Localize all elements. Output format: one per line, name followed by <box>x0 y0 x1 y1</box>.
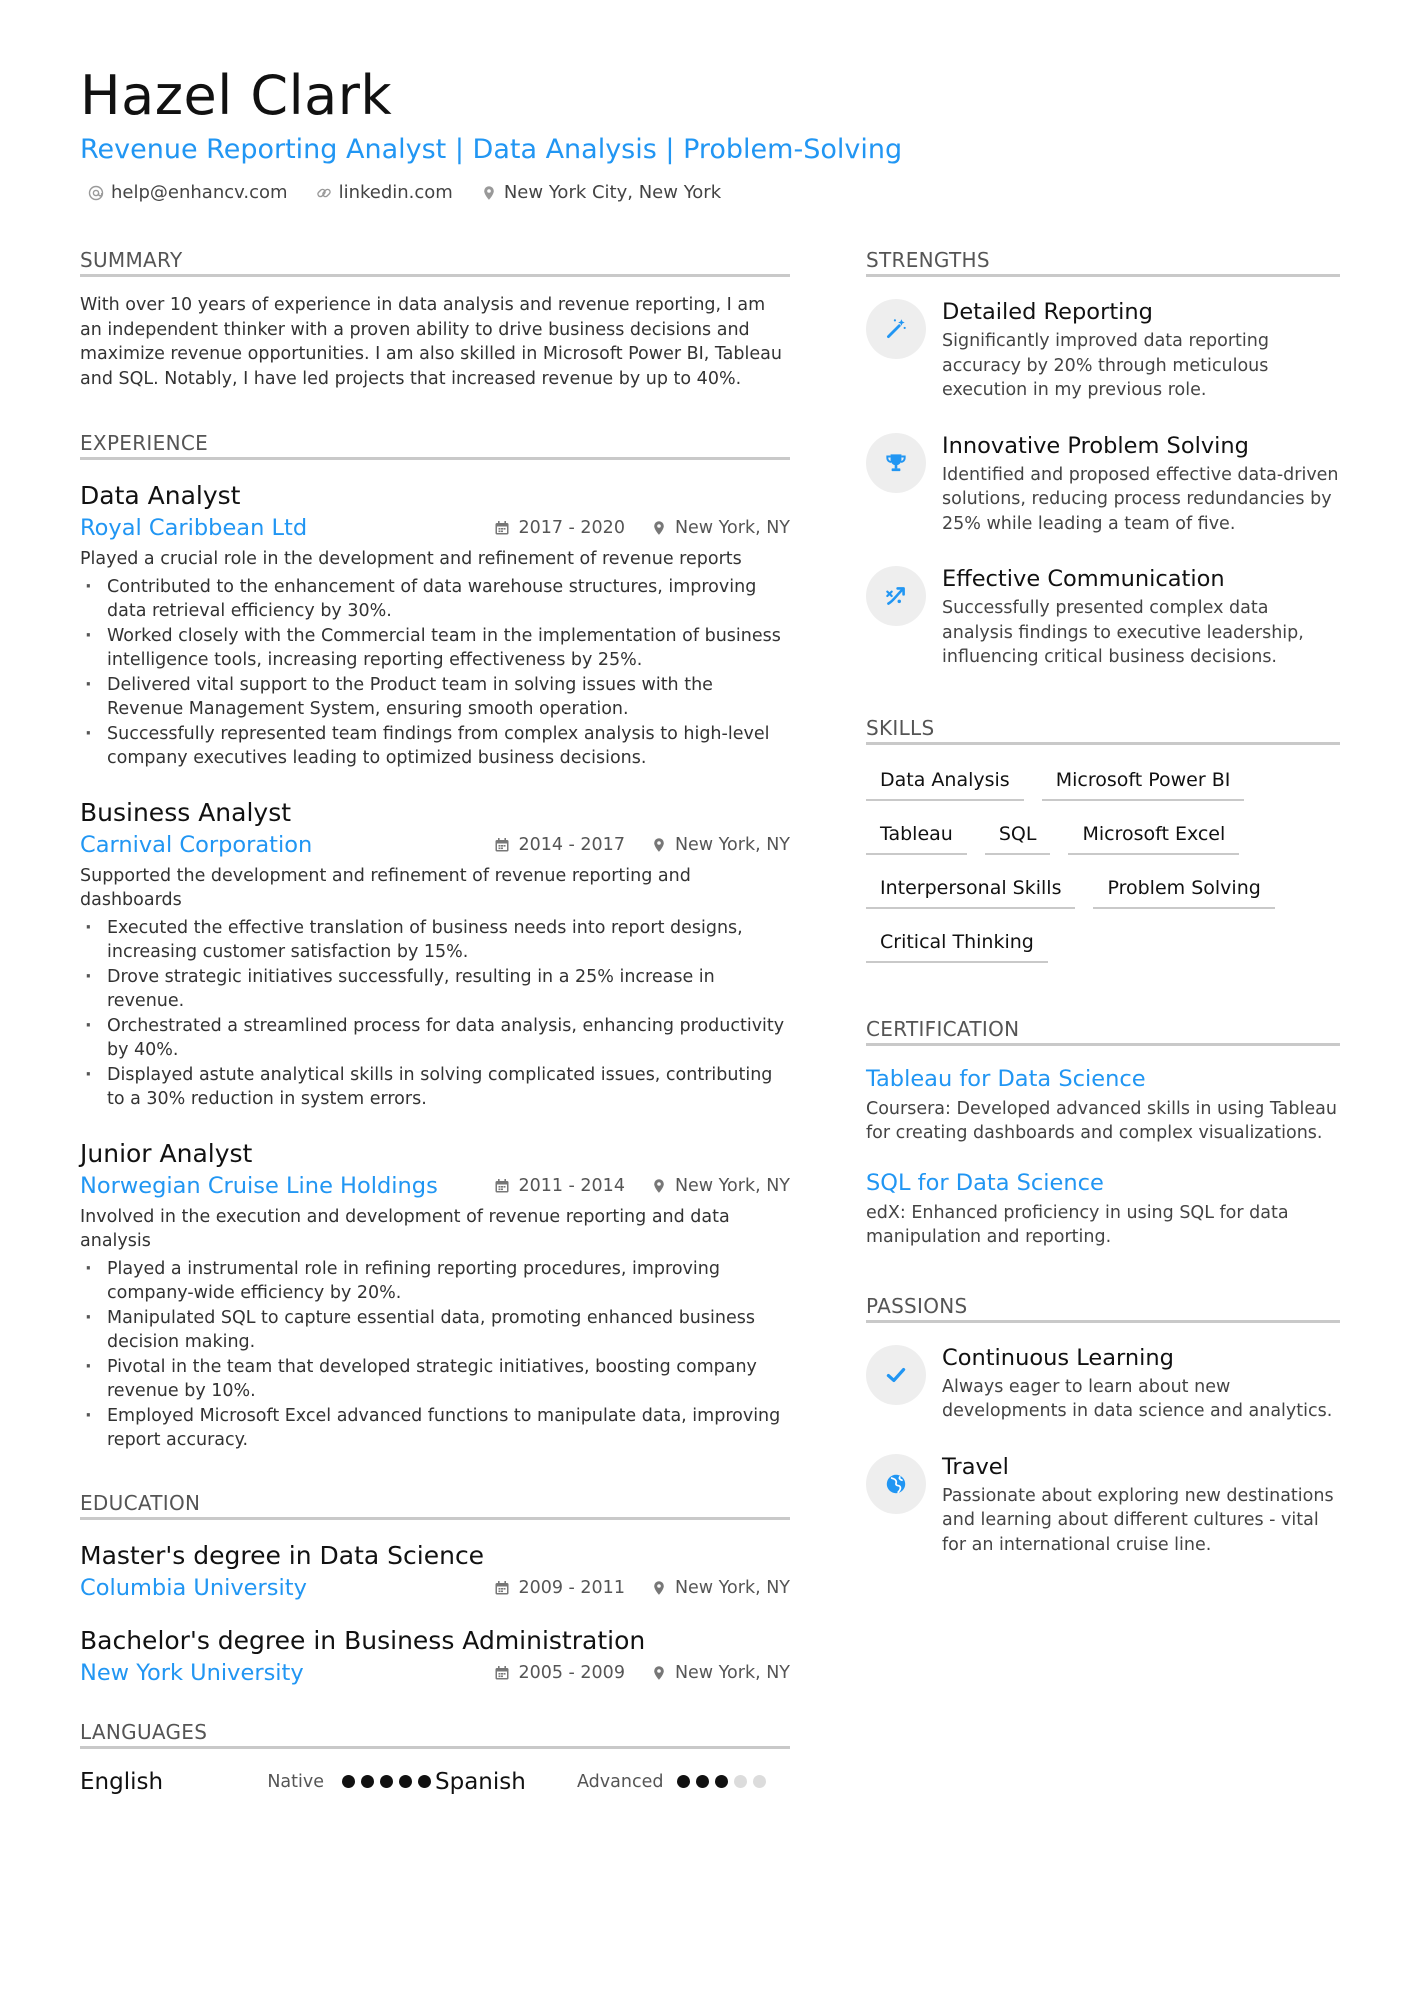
language-level: Native <box>267 1771 324 1792</box>
calendar-icon <box>494 1580 510 1596</box>
job-bullets <box>80 575 790 771</box>
strength-title: Detailed Reporting <box>942 299 1153 325</box>
language-name: Spanish <box>435 1768 526 1795</box>
education-heading: EDUCATION <box>80 1489 790 1520</box>
skill-tag: SQL <box>985 823 1051 855</box>
skill-tag: Microsoft Power BI <box>1042 769 1245 801</box>
language-rating <box>342 1775 431 1788</box>
bullet-item: · Drove strategic initiatives successfully, resulting in a 25% increase in revenue. <box>80 965 790 1014</box>
rating-dot-filled <box>418 1775 431 1788</box>
job-title: Business Analyst <box>80 797 292 827</box>
rating-dot-empty <box>753 1775 766 1788</box>
passions-section <box>866 1292 1340 1558</box>
languages-section <box>80 1718 790 1795</box>
certification-item <box>866 1168 1340 1250</box>
strength-item <box>866 431 1340 537</box>
link-icon <box>316 185 332 201</box>
passion-title: Continuous Learning <box>942 1344 1174 1371</box>
globe-icon <box>883 1471 909 1497</box>
right-column <box>866 246 1340 1595</box>
education-item <box>80 1625 790 1688</box>
bullet-item: · Worked closely with the Commercial team in the implementation of business intelligence tools, increasing reporting effectiveness by 25%. <box>80 624 790 673</box>
language-item <box>435 1769 790 1795</box>
at-icon <box>88 185 104 201</box>
passions-heading: PASSIONS <box>866 1292 1340 1323</box>
job-dates: 2014 - 2017 <box>518 834 625 855</box>
passion-item <box>866 1343 1340 1424</box>
experience-item <box>80 480 790 771</box>
skill-tag: Data Analysis <box>866 769 1024 801</box>
certification-title: Tableau for Data Science <box>866 1065 1146 1092</box>
rating-dot-filled <box>342 1775 355 1788</box>
language-level: Advanced <box>577 1771 664 1792</box>
location-pin-icon <box>651 520 667 536</box>
location-pin-icon <box>481 185 497 201</box>
job-location: New York, NY <box>674 834 790 855</box>
contact-list <box>80 182 1340 203</box>
contact-linkedin[interactable] <box>316 182 453 203</box>
summary-heading: SUMMARY <box>80 246 790 277</box>
passion-description: Always eager to learn about new developments in data science and analytics. <box>942 1376 1333 1421</box>
job-location: New York, NY <box>674 518 790 538</box>
passion-description: Passionate about exploring new destinations and learning about different cultures - vital for an international cruise line. <box>942 1485 1334 1555</box>
skill-tag: Critical Thinking <box>866 931 1048 963</box>
job-dates: 2017 - 2020 <box>518 518 625 538</box>
education-section <box>80 1489 790 1688</box>
contact-linkedin-text: linkedin.com <box>338 182 453 203</box>
strengths-section <box>866 246 1340 670</box>
skill-tag: Microsoft Excel <box>1068 823 1239 855</box>
strength-title: Innovative Problem Solving <box>942 432 1249 459</box>
summary-section <box>80 246 790 391</box>
passion-title: Travel <box>942 1453 1009 1480</box>
location-pin-icon <box>651 837 667 853</box>
education-location: New York, NY <box>674 1577 790 1598</box>
rating-dot-filled <box>696 1775 709 1788</box>
magic-wand-icon <box>883 316 909 342</box>
certification-description: edX: Enhanced proficiency in using SQL for data manipulation and reporting. <box>866 1202 1289 1247</box>
strategy-arrow-icon <box>883 583 909 609</box>
candidate-headline: Revenue Reporting Analyst | Data Analysis | Problem-Solving <box>80 134 903 165</box>
certification-heading: CERTIFICATION <box>866 1015 1340 1046</box>
company-name: Carnival Corporation <box>80 831 313 858</box>
skill-tag: Interpersonal Skills <box>866 877 1075 909</box>
strength-item <box>866 297 1340 403</box>
calendar-icon <box>494 1178 510 1194</box>
job-location: New York, NY <box>674 1175 790 1196</box>
bullet-item: · Pivotal in the team that developed strategic initiatives, boosting company revenue by 10%. <box>80 1355 790 1404</box>
experience-heading: EXPERIENCE <box>80 429 790 460</box>
contact-location-text: New York City, New York <box>503 182 722 203</box>
rating-dot-filled <box>399 1775 412 1788</box>
summary-text: With over 10 years of experience in data analysis and revenue reporting, I am an independent thinker with a proven ability to drive business decisions and maximize revenue opportunities. I am also skilled in Microsoft Power BI, Tableau and SQL. Notably, I have led projects that increased revenue by up to 40%. <box>80 295 782 389</box>
certification-title: SQL for Data Science <box>866 1169 1104 1196</box>
language-rating <box>677 1775 766 1788</box>
rating-dot-filled <box>677 1775 690 1788</box>
certification-item <box>866 1064 1340 1146</box>
trophy-icon <box>883 450 909 476</box>
education-dates: 2009 - 2011 <box>518 1577 625 1598</box>
school-name: Columbia University <box>80 1574 307 1601</box>
bullet-item: · Executed the effective translation of business needs into report designs, increasing customer satisfaction by 15%. <box>80 916 790 965</box>
bullet-item: · Orchestrated a streamlined process for data analysis, enhancing productivity by 40%. <box>80 1014 790 1063</box>
calendar-icon <box>494 837 510 853</box>
checkmark-icon <box>883 1362 909 1388</box>
job-dates: 2011 - 2014 <box>518 1175 625 1196</box>
school-name: New York University <box>80 1659 304 1686</box>
rating-dot-filled <box>361 1775 374 1788</box>
job-title: Junior Analyst <box>80 1138 253 1168</box>
job-title: Data Analyst <box>80 481 241 510</box>
strengths-heading: STRENGTHS <box>866 246 1340 277</box>
skills-section <box>866 714 1340 963</box>
certification-description: Coursera: Developed advanced skills in using Tableau for creating dashboards and complex visualizations. <box>866 1098 1337 1143</box>
contact-email-text: help@enhancv.com <box>111 182 288 203</box>
job-bullets <box>80 916 790 1112</box>
job-description: Supported the development and refinement of revenue reporting and dashboards <box>80 865 691 910</box>
strength-item <box>866 564 1340 670</box>
bullet-item: · Displayed astute analytical skills in solving complicated issues, contributing to a 30% reduction in system errors. <box>80 1063 790 1112</box>
rating-dot-filled <box>380 1775 393 1788</box>
education-location: New York, NY <box>674 1662 790 1683</box>
job-bullets <box>80 1257 790 1453</box>
degree-title: Bachelor's degree in Business Administration <box>80 1625 646 1655</box>
education-dates: 2005 - 2009 <box>518 1662 625 1683</box>
company-name: Royal Caribbean Ltd <box>80 515 308 541</box>
contact-email[interactable] <box>88 182 288 203</box>
skill-tag: Tableau <box>866 823 967 855</box>
strength-description: Significantly improved data reporting accuracy by 20% through meticulous execution in my previous role. <box>942 331 1269 400</box>
strength-description: Successfully presented complex data analysis findings to executive leadership, influencing critical business decisions. <box>942 598 1304 667</box>
bullet-item: · Contributed to the enhancement of data warehouse structures, improving data retrieval efficiency by 30%. <box>80 575 790 624</box>
company-name: Norwegian Cruise Line Holdings <box>80 1172 438 1199</box>
certification-section <box>866 1015 1340 1250</box>
experience-item <box>80 797 790 1112</box>
job-description: Played a crucial role in the development and refinement of revenue reports <box>80 549 742 569</box>
passion-item <box>866 1452 1340 1558</box>
contact-location <box>481 182 721 203</box>
strength-title: Effective Communication <box>942 566 1225 592</box>
bullet-item: · Played a instrumental role in refining reporting procedures, improving company-wide efficiency by 20%. <box>80 1257 790 1306</box>
skill-tag: Problem Solving <box>1093 877 1274 909</box>
bullet-item: · Employed Microsoft Excel advanced functions to manipulate data, improving report accuracy. <box>80 1404 790 1453</box>
bullet-item: · Manipulated SQL to capture essential data, promoting enhanced business decision making. <box>80 1306 790 1355</box>
experience-section <box>80 429 790 1453</box>
skills-heading: SKILLS <box>866 714 1340 745</box>
candidate-name: Hazel Clark <box>80 64 393 127</box>
rating-dot-filled <box>715 1775 728 1788</box>
bullet-item: · Successfully represented team findings from complex analysis to high-level company executives leading to optimized business decisions. <box>80 722 790 771</box>
rating-dot-empty <box>734 1775 747 1788</box>
job-description: Involved in the execution and development of revenue reporting and data analysis <box>80 1206 730 1251</box>
location-pin-icon <box>651 1178 667 1194</box>
location-pin-icon <box>651 1580 667 1596</box>
experience-item <box>80 1138 790 1453</box>
left-column <box>80 246 790 1833</box>
bullet-item: · Delivered vital support to the Product team in solving issues with the Revenue Management System, ensuring smooth operation. <box>80 673 790 722</box>
strength-description: Identified and proposed effective data-driven solutions, reducing process redundancies by 25% while leading a team of five. <box>942 464 1339 534</box>
languages-heading: LANGUAGES <box>80 1718 790 1749</box>
location-pin-icon <box>651 1665 667 1681</box>
language-name: English <box>80 1768 164 1795</box>
calendar-icon <box>494 1665 510 1681</box>
language-item <box>80 1769 435 1795</box>
resume-header <box>80 62 1340 203</box>
degree-title: Master's degree in Data Science <box>80 1540 485 1570</box>
calendar-icon <box>494 520 510 536</box>
education-item <box>80 1540 790 1603</box>
